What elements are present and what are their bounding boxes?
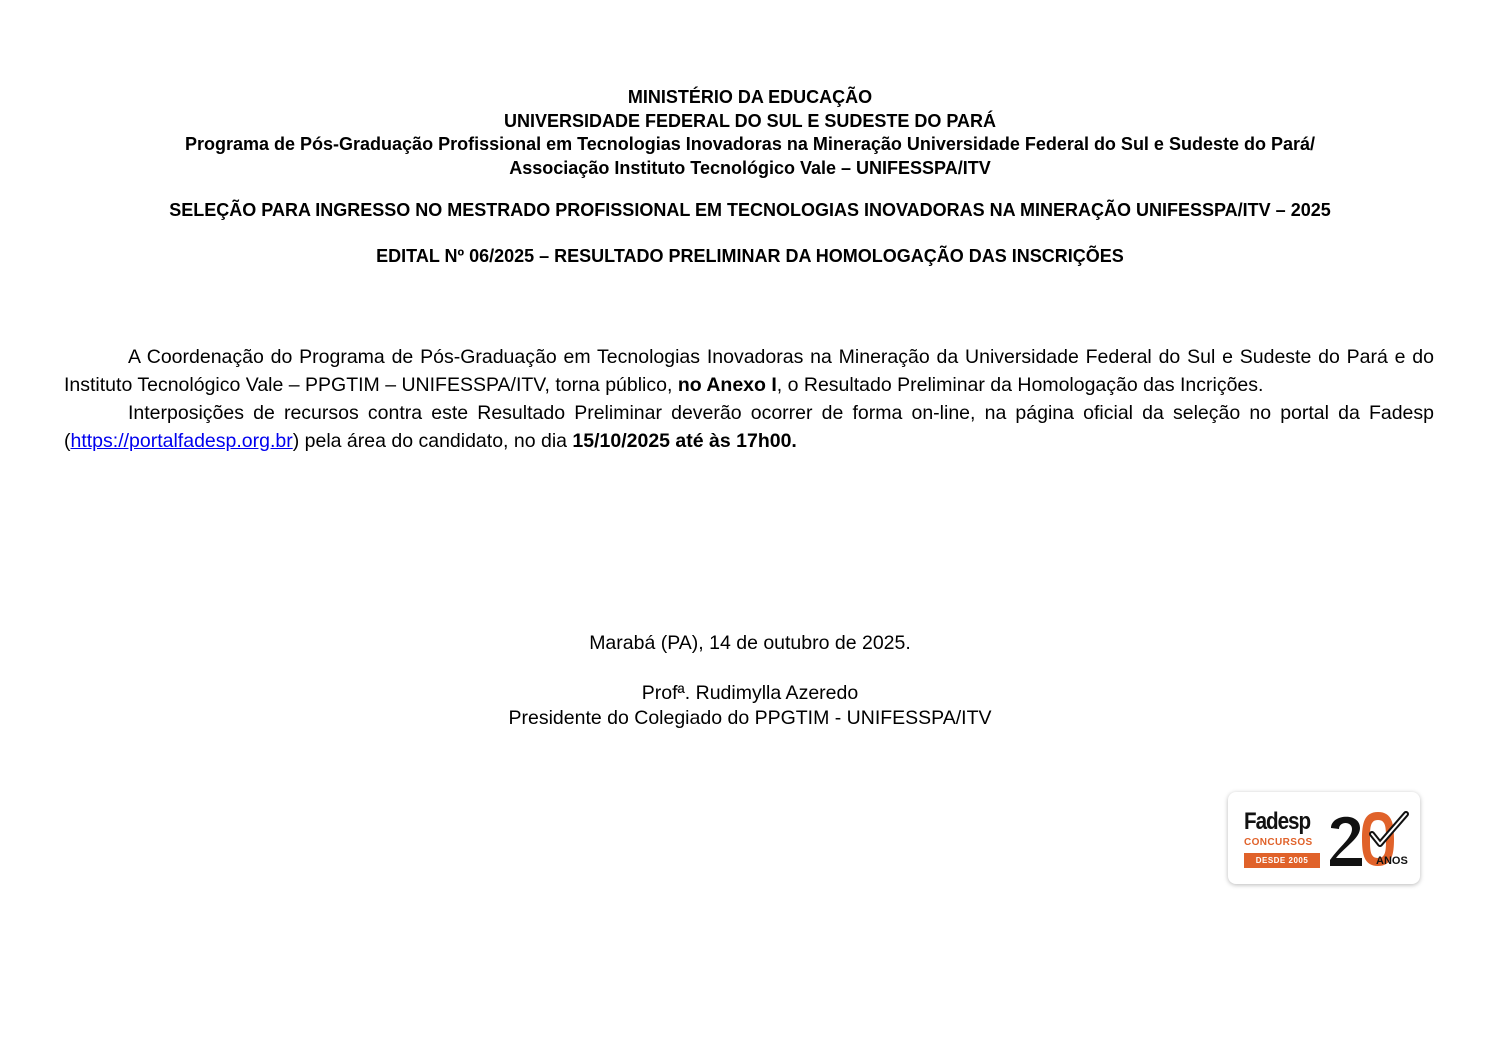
fadesp-logo [1228, 792, 1420, 884]
document-body [64, 343, 1434, 455]
paragraph-appeals [64, 399, 1434, 455]
place-date: Marabá (PA), 14 de outubro de 2025. [589, 632, 911, 654]
paragraph-appeals-text-b: ) pela área do candidato, no dia [292, 430, 573, 452]
logo-anos-text: ANOS [1376, 855, 1408, 867]
deadline-text: 15/10/2025 até às 17h00. [572, 430, 797, 452]
signatory-name: Profª. Rudimylla Azeredo [641, 682, 859, 704]
selection-title: SELEÇÃO PARA INGRESSO NO MESTRADO PROFISSIONAL EM TECNOLOGIAS INOVADORAS NA MINERAÇÃO UNIFESSPA/ITV – 2025 [169, 200, 1331, 220]
paragraph-appeals-text-a: Interposições de recursos contra este Resultado Preliminar deverão ocorrer de forma on-line, na página oficial da seleção no portal da Fadesp ( [64, 402, 1434, 452]
university-line: UNIVERSIDADE FEDERAL DO SUL E SUDESTE DO PARÁ [503, 110, 997, 131]
program-line: Programa de Pós-Graduação Profissional em Tecnologias Inovadoras na Mineração Universidade Federal do Sul e Sudeste do Pará/ [184, 134, 1315, 154]
paragraph-announcement [64, 343, 1434, 399]
paragraph-announcement-text-a: A Coordenação do Programa de Pós-Graduação em Tecnologias Inovadoras na Mineração da Universidade Federal do Sul e Sudeste do Pará e do Instituto Tecnológico Vale – PPGTIM – UNIFESSPA/ITV, torna público, [64, 346, 1434, 396]
document-header [60, 86, 1440, 180]
annex-reference: no Anexo I [677, 374, 777, 396]
logo-subtitle: CONCURSOS [1244, 837, 1313, 848]
signature-block [60, 681, 1440, 731]
association-line: Associação Instituto Tecnológico Vale – UNIFESSPA/ITV [509, 157, 991, 178]
portal-link[interactable]: https://portalfadesp.org.br [70, 430, 293, 452]
edital-title: EDITAL Nº 06/2025 – RESULTADO PRELIMINAR DA HOMOLOGAÇÃO DAS INSCRIÇÕES [376, 246, 1124, 266]
ministry-line: MINISTÉRIO DA EDUCAÇÃO [627, 87, 873, 107]
logo-brand-text: Fadesp [1244, 808, 1311, 835]
signatory-role: Presidente do Colegiado do PPGTIM - UNIFESSPA/ITV [508, 707, 992, 729]
logo-since-badge: DESDE 2005 [1244, 853, 1320, 868]
paragraph-announcement-text-b: , o Resultado Preliminar da Homologação das Incrições. [776, 374, 1264, 396]
